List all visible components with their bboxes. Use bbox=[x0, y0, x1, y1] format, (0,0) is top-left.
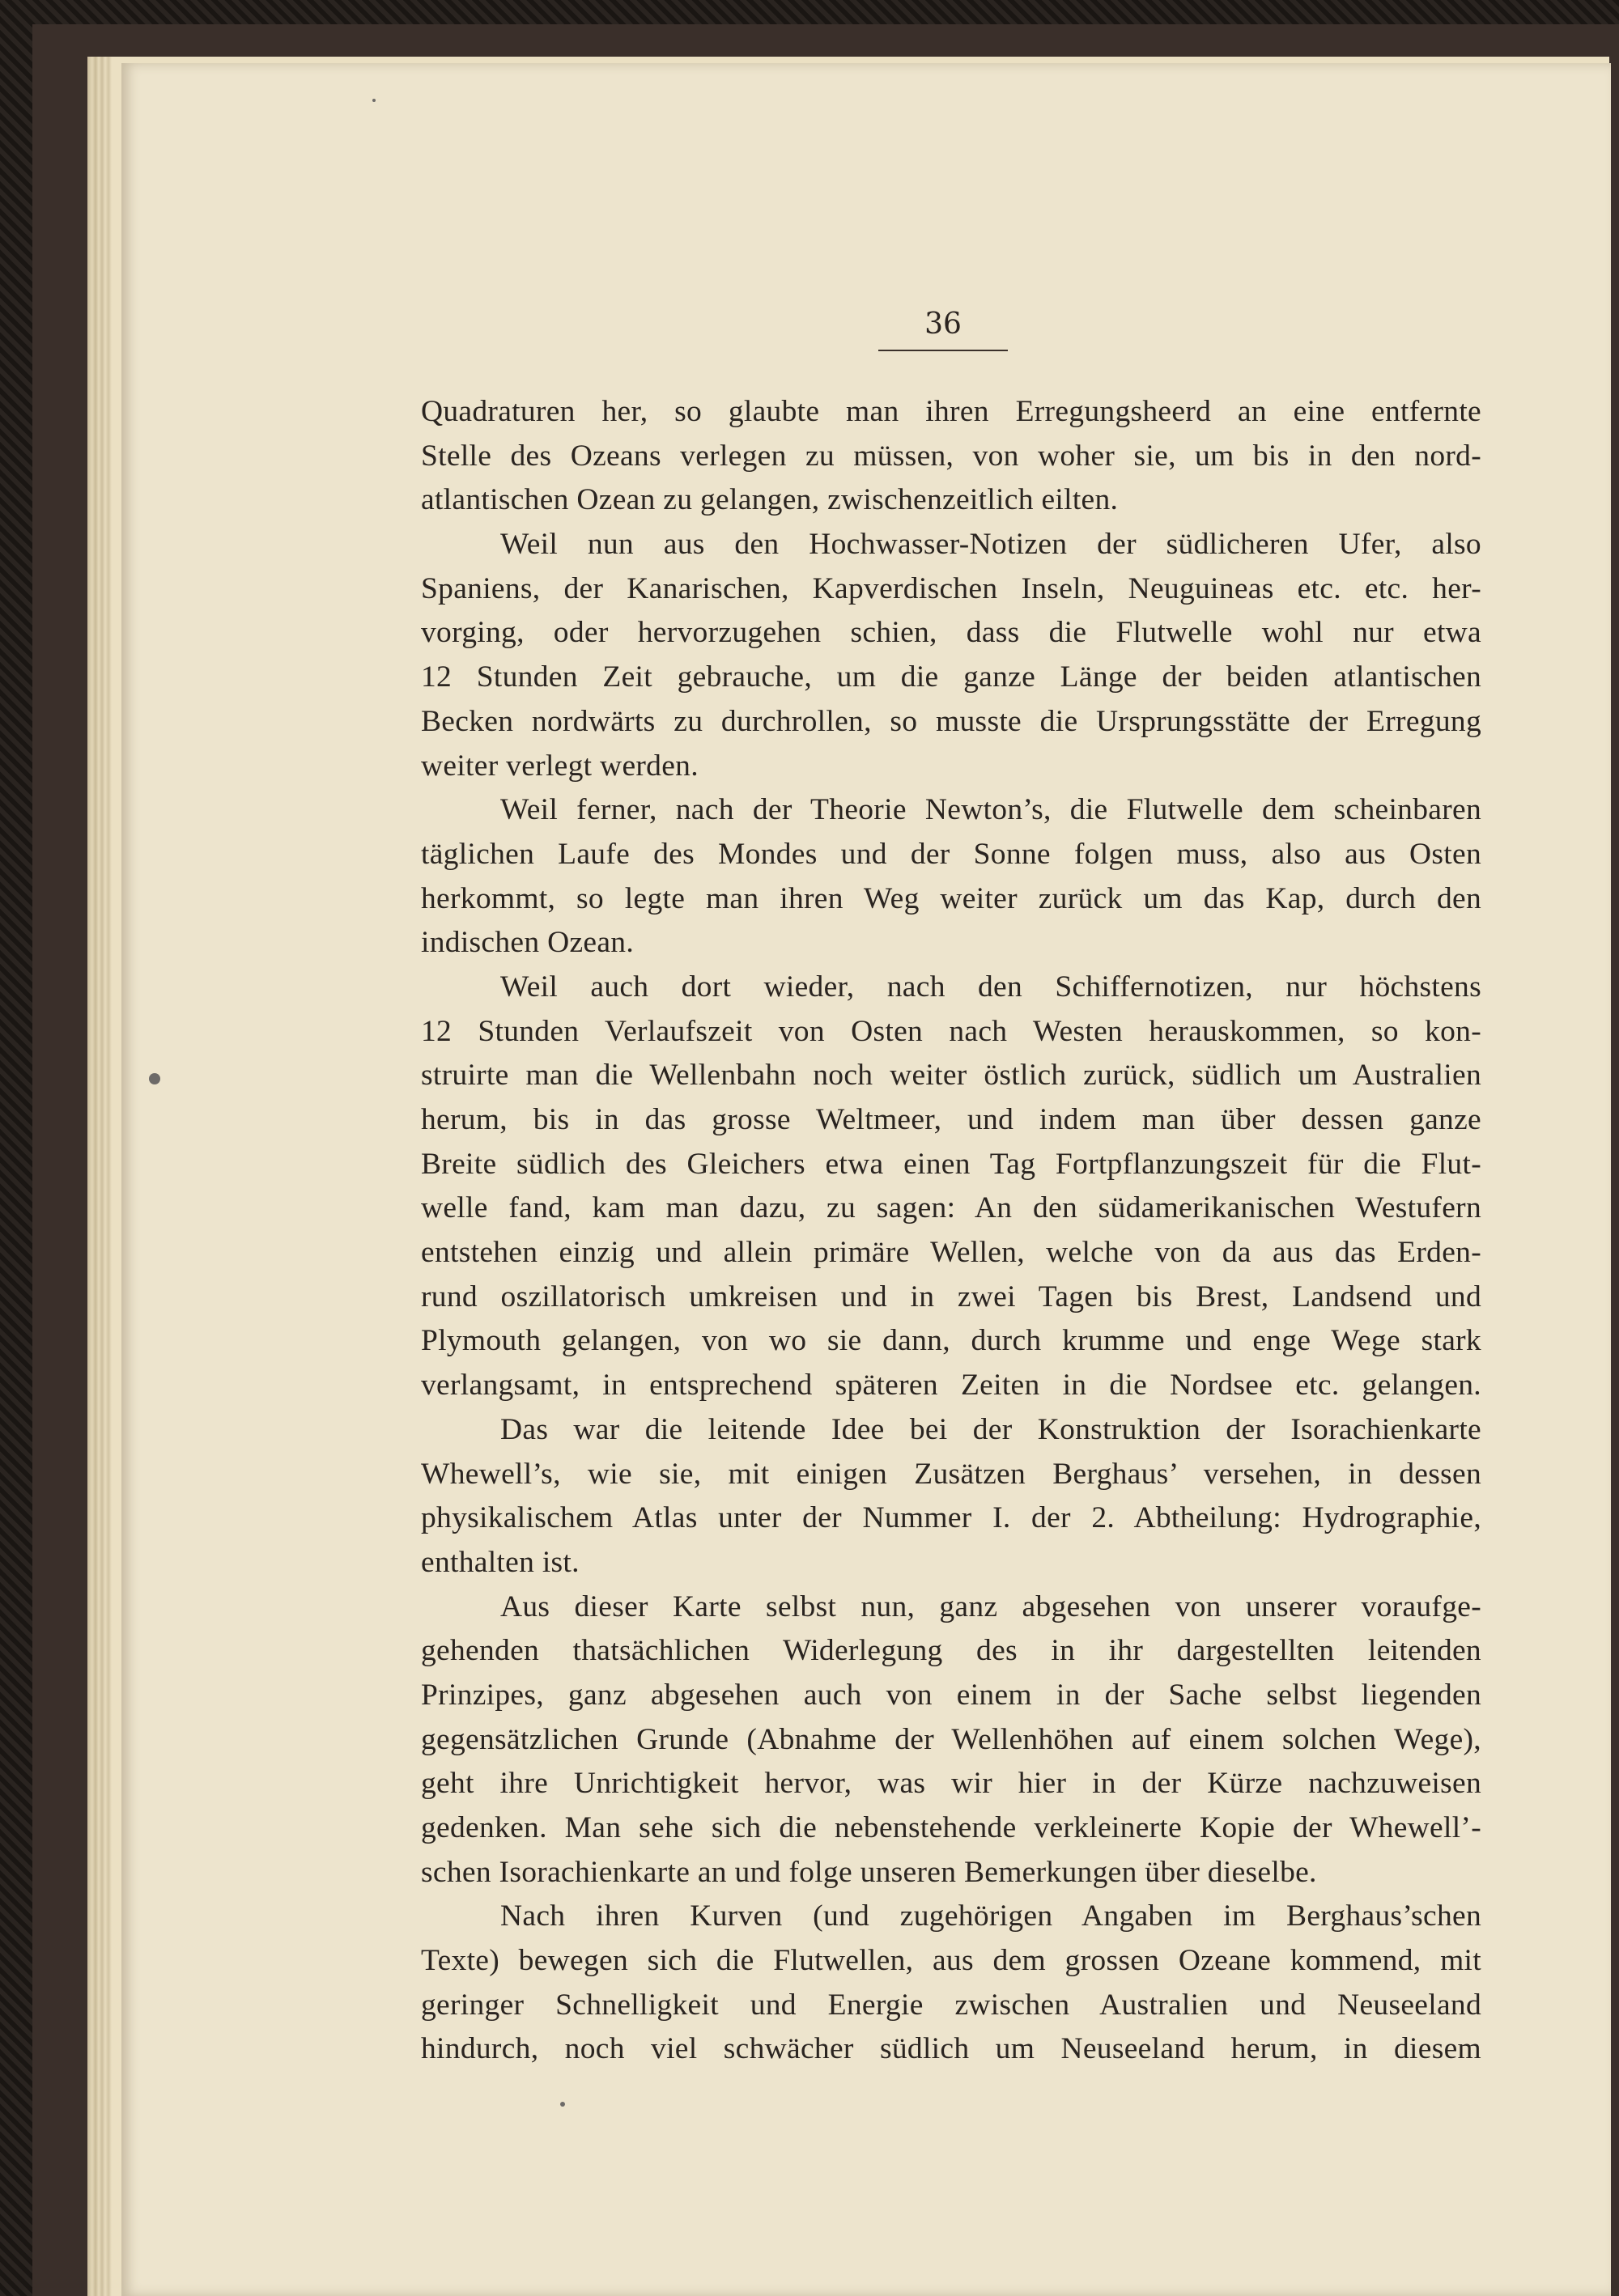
text-line: Texte) bewegen sich die Flutwellen, aus dem grossen Ozeane kommend, mit bbox=[421, 1944, 1481, 1978]
text-line: Stelle des Ozeans verlegen zu müssen, von woher sie, um bis in den nord- bbox=[421, 439, 1481, 473]
text-line: enthalten ist. bbox=[421, 1545, 580, 1579]
text-line: indischen Ozean. bbox=[421, 926, 635, 960]
text-line: hindurch, noch viel schwächer südlich um Neuseeland herum, in diesem bbox=[421, 2032, 1481, 2066]
text-line: Weil auch dort wieder, nach den Schiffernotizen, nur höchstens bbox=[500, 970, 1481, 1004]
ink-spot bbox=[149, 1073, 160, 1084]
text-line: rund oszillatorisch umkreisen und in zwei Tagen bis Brest, Landsend und bbox=[421, 1280, 1481, 1314]
text-line: gedenken. Man sehe sich die nebenstehende verkleinerte Kopie der Whewell’- bbox=[421, 1811, 1481, 1844]
text-line: schen Isorachienkarte an und folge unseren Bemerkungen über dieselbe. bbox=[421, 1855, 1317, 1889]
page-number: 36 bbox=[924, 308, 962, 341]
ink-spot bbox=[372, 99, 376, 102]
ink-spot bbox=[560, 2102, 565, 2107]
text-line: gegensätzlichen Grunde (Abnahme der Wellenhöhen auf einem solchen Wege), bbox=[421, 1722, 1481, 1756]
page-number-rule bbox=[878, 350, 1008, 351]
text-line: Prinzipes, ganz abgesehen auch von einem in der Sache selbst liegenden bbox=[421, 1678, 1481, 1712]
text-line: geht ihre Unrichtigkeit hervor, was wir hier in der Kürze nachzuweisen bbox=[421, 1767, 1481, 1801]
text-line: Weil nun aus den Hochwasser-Notizen der südlicheren Ufer, also bbox=[500, 528, 1481, 562]
text-line: Nach ihren Kurven (und zugehörigen Angaben im Berghaus’schen bbox=[500, 1899, 1481, 1933]
text-line: Plymouth gelangen, von wo sie dann, durch krumme und enge Wege stark bbox=[421, 1324, 1481, 1358]
text-line: physikalischem Atlas unter der Nummer I. der 2. Abtheilung: Hydrographie, bbox=[421, 1501, 1481, 1535]
text-line: vorging, oder hervorzugehen schien, dass die Flutwelle wohl nur etwa bbox=[421, 616, 1481, 650]
text-line: Becken nordwärts zu durchrollen, so musste die Ursprungsstätte der Erregung bbox=[421, 704, 1481, 738]
text-line: welle fand, kam man dazu, zu sagen: An den südamerikanischen Westufern bbox=[421, 1191, 1481, 1225]
text-line: Quadraturen her, so glaubte man ihren Erregungsheerd an eine entfernte bbox=[421, 395, 1481, 428]
text-line: Weil ferner, nach der Theorie Newton’s, die Flutwelle dem scheinbaren bbox=[500, 793, 1481, 827]
text-line: herum, bis in das grosse Weltmeer, und indem man über dessen ganze bbox=[421, 1103, 1481, 1136]
text-line: verlangsamt, in entsprechend späteren Zeiten in die Nordsee etc. gelangen. bbox=[421, 1369, 1481, 1403]
body-text bbox=[421, 390, 1481, 2072]
text-line: gehenden thatsächlichen Widerlegung des in ihr dargestellten leitenden bbox=[421, 1634, 1481, 1668]
text-line: 12 Stunden Verlaufszeit von Osten nach Westen herauskommen, so kon- bbox=[421, 1014, 1481, 1048]
text-line: geringer Schnelligkeit und Energie zwischen Australien und Neuseeland bbox=[421, 1988, 1481, 2022]
text-line: atlantischen Ozean zu gelangen, zwischenzeitlich eilten. bbox=[421, 483, 1119, 517]
text-line: Spaniens, der Kanarischen, Kapverdischen Inseln, Neuguineas etc. etc. her- bbox=[421, 571, 1481, 605]
text-line: Whewell’s, wie sie, mit einigen Zusätzen Berghaus’ versehen, in dessen bbox=[421, 1457, 1481, 1491]
text-line: täglichen Laufe des Mondes und der Sonne folgen muss, also aus Osten bbox=[421, 837, 1481, 871]
text-line: weiter verlegt werden. bbox=[421, 749, 699, 783]
text-line: herkommt, so legte man ihren Weg weiter zurück um das Kap, durch den bbox=[421, 881, 1481, 915]
text-line: struirte man die Wellenbahn noch weiter östlich zurück, südlich um Australien bbox=[421, 1059, 1481, 1093]
text-line: Das war die leitende Idee bei der Konstruktion der Isorachienkarte bbox=[500, 1412, 1481, 1446]
text-line: Aus dieser Karte selbst nun, ganz abgesehen von unserer voraufge- bbox=[500, 1589, 1481, 1623]
text-line: 12 Stunden Zeit gebrauche, um die ganze Länge der beiden atlantischen bbox=[421, 660, 1481, 694]
text-line: entstehen einzig und allein primäre Wellen, welche von da aus das Erden- bbox=[421, 1236, 1481, 1270]
text-line: Breite südlich des Gleichers etwa einen Tag Fortpflanzungszeit für die Flut- bbox=[421, 1147, 1481, 1181]
